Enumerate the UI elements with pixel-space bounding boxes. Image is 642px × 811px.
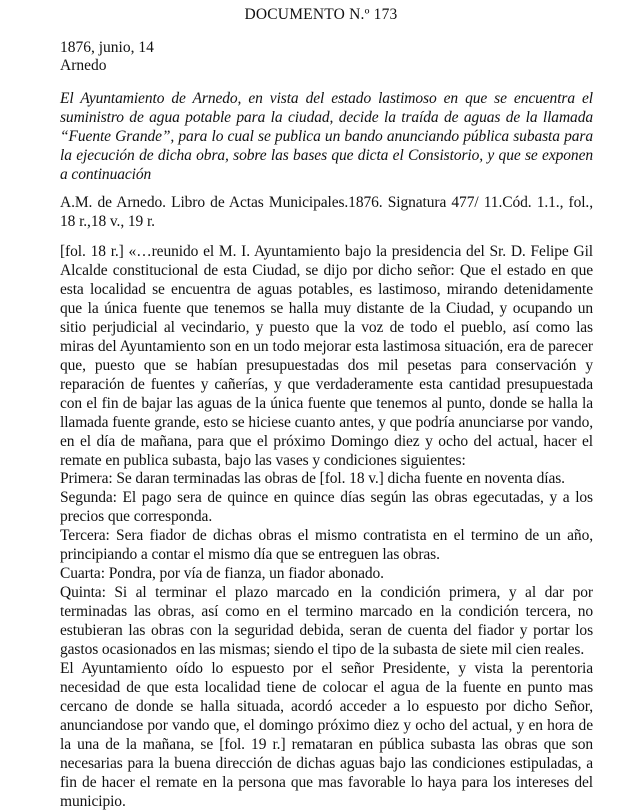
condition-item: Primera: Se daran terminadas las obras de [fol. 18 v.] dicha fuente en noventa días. — [60, 470, 565, 487]
condition-item: Tercera: Sera fiador de dichas obras el mismo contratista en el termino de un año, principiando a contar el mismo día que se entreguen las obras. — [60, 527, 593, 563]
condition-item: Segunda: El pago sera de quince en quince días según las obras egecutadas, y a los precios que corresponda. — [60, 489, 593, 525]
document-date: 1876, junio, 14 — [60, 39, 154, 56]
document-title: DOCUMENTO N.º 173 — [244, 6, 398, 23]
condition-item: Cuarta: Pondra, por vía de fianza, un fiador abonado. — [60, 565, 384, 582]
body-paragraph-2: El Ayuntamiento oído lo espuesto por el señor Presidente, y vista la perentoria necesidad de que esta localidad tiene de colocar el agua de la fuente en punto mas cercano de donde se halla situada, acordó acceder a lo espuesto por dicho Señor, anunciandose por vando que, el domingo próximo diez y ocho del actual, y en hora de la una de la mañana, se [fol. 19 r.] remataran en pública subasta las obras que son necesarias para la buena dirección de dichas aguas bajo las condiciones estipuladas, a fin de hacer el remate en la persona que mas favorable lo haya para los intereses del municipio. — [60, 660, 593, 810]
document-source: A.M. de Arnedo. Libro de Actas Municipales.1876. Signatura 477/ 11.Cód. 1.1., fol., 18 r.,18 v., 19 r. — [60, 194, 593, 230]
document-summary: El Ayuntamiento de Arnedo, en vista del estado lastimoso en que se encuentra el suministro de agua potable para la ciudad, decide la traída de aguas de la llamada “Fuente Grande”, para lo cual se publica un bando anunciando pública subasta para la ejecución de dicha obra, sobre las bases que dicta el Consistorio, y que se exponen a continuación — [60, 90, 593, 183]
condition-item: Quinta: Si al terminar el plazo marcado en la condición primera, y al dar por terminadas las obras, así como en el termino marcado en la condición tercera, no estubieran las obras con la seguridad debida, seran de cuenta del fiador y portar los gastos ocasionados en las mismas; siendo el tipo de la subasta de siete mil cien reales. — [60, 584, 593, 658]
body-paragraph-1: [fol. 18 r.] «…reunido el M. I. Ayuntamiento bajo la presidencia del Sr. D. Felipe Gil Alcalde constitucional de esta Ciudad, se dijo por dicho señor: Que el estado en que esta localidad se encuentra de aguas potables, es lastimoso, mirando detenidamente que la única fuente que tenemos se halla muy distante de la Ciudad, y ocupando un sitio perjudicial al vecindario, y puesto que la voz de todo el pueblo, así como las miras del Ayuntamiento son en un todo mejorar esta lastimosa situación, era de parecer que, puesto que se habían presupuestadas dos mil pesetas para conservación y reparación de fuentes y cañerías, y que verdaderamente esta cantidad presupuestada con el fin de bajar las aguas de la única fuente que tenemos al punto, donde se halla la llamada fuente grande, esto se hiciese cuanto antes, y que podría anunciarse por vando, en el día de mañana, para que el próximo Domingo diez y ocho del actual, hacer el remate en publica subasta, bajo las vases y condiciones siguientes: — [60, 243, 593, 469]
conditions-list — [60, 469, 593, 659]
document-place: Arnedo — [60, 57, 107, 74]
